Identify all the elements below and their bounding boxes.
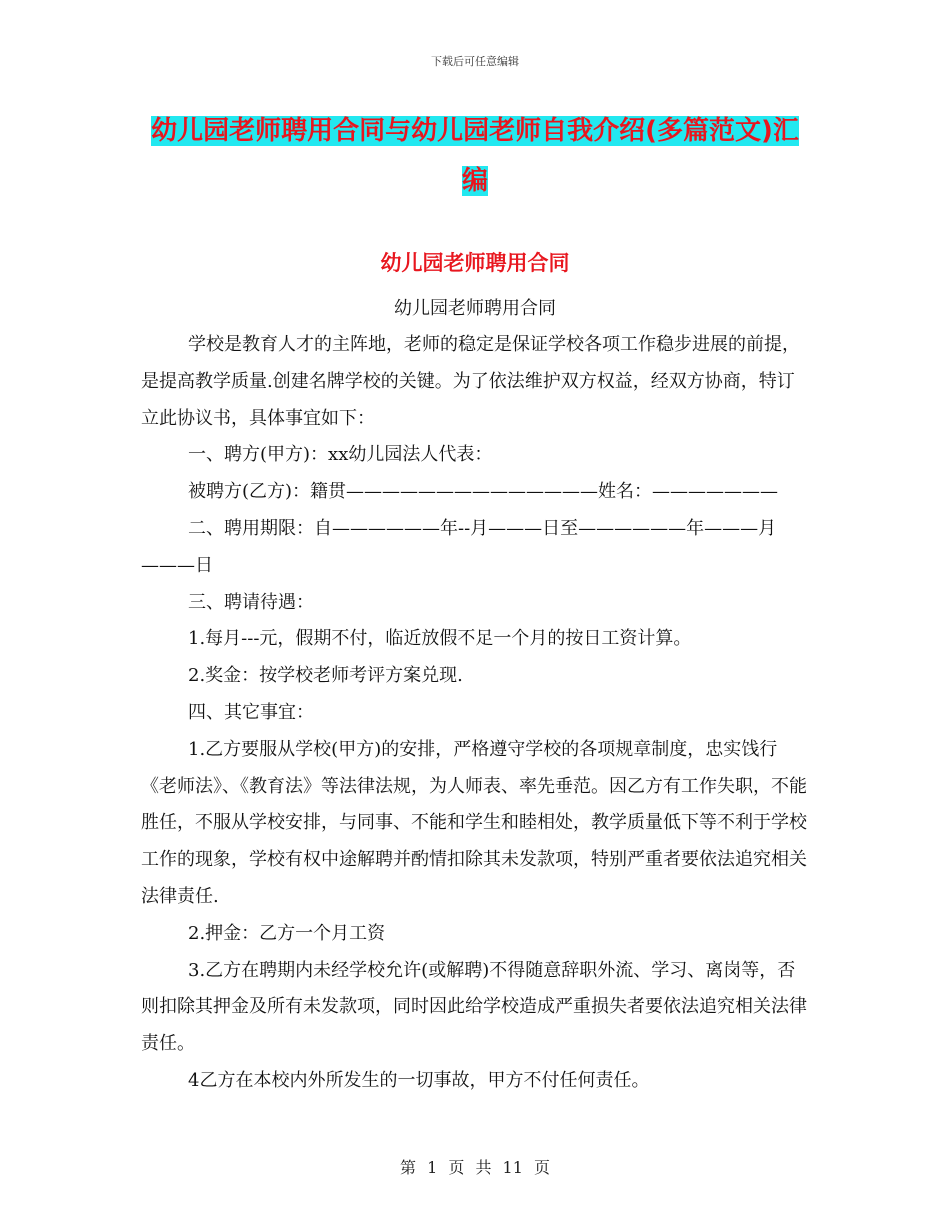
paragraph-resignation: 3.乙方在聘期内未经学校允许(或解聘)不得随意辞职外流、学习、离岗等，否则扣除其押金及所有未发款项，同时因此给学校造成严重损失者要依法追究相关法律责任。 [141, 959, 807, 1055]
page-footer: 第 1 页 共 11 页 [400, 1158, 550, 1177]
paragraph-other-heading: 四、其它事宜： [188, 701, 314, 723]
paragraph-employee: 被聘方(乙方)：籍贯——————————————姓名：——————— [188, 481, 779, 503]
header-note: 下载后可任意编辑 [431, 55, 519, 68]
paragraph-salary: 1.每月---元，假期不付，临近放假不足一个月的按日工资计算。 [188, 628, 692, 650]
document-title [140, 106, 810, 206]
paragraph-intro: 学校是教育人才的主阵地，老师的稳定是保证学校各项工作稳步进展的前提，是提高教学质量.创建名牌学校的关键。为了依法维护双方权益，经双方协商，特订立此协议书，具体事宜如下： [141, 334, 800, 429]
document-title-text: 幼儿园老师聘用合同与幼儿园老师自我介绍(多篇范文)汇编 [151, 116, 799, 196]
paragraph-liability: 4乙方在本校内外所发生的一切事故，甲方不付任何责任。 [188, 1069, 650, 1091]
paragraph-employer: 一、聘方(甲方)：xx幼儿园法人代表： [188, 444, 493, 466]
contract-subtitle: 幼儿园老师聘用合同 [394, 298, 556, 319]
section-heading: 幼儿园老师聘用合同 [380, 251, 570, 275]
contract-body [141, 327, 811, 1100]
paragraph-bonus: 2.奖金：按学校老师考评方案兑现. [188, 665, 463, 687]
paragraph-obligations: 1.乙方要服从学校(甲方)的安排，严格遵守学校的各项规章制度，忠实饯行《老师法》、《教育法》等法律法规，为人师表、率先垂范。因乙方有工作失职，不能胜任，不服从学校安排，与同事、不能和学生和睦相处，教学质量低下等不利于学校工作的现象，学校有权中途解聘并酌情扣除其未发款项，特别严重者要依法追究相关法律责任. [141, 738, 807, 907]
paragraph-term: 二、聘用期限：自——————年--月———日至——————年———月———日 [141, 517, 777, 576]
paragraph-deposit: 2.押金：乙方一个月工资 [188, 922, 386, 944]
paragraph-benefits-heading: 三、聘请待遇： [188, 591, 314, 613]
